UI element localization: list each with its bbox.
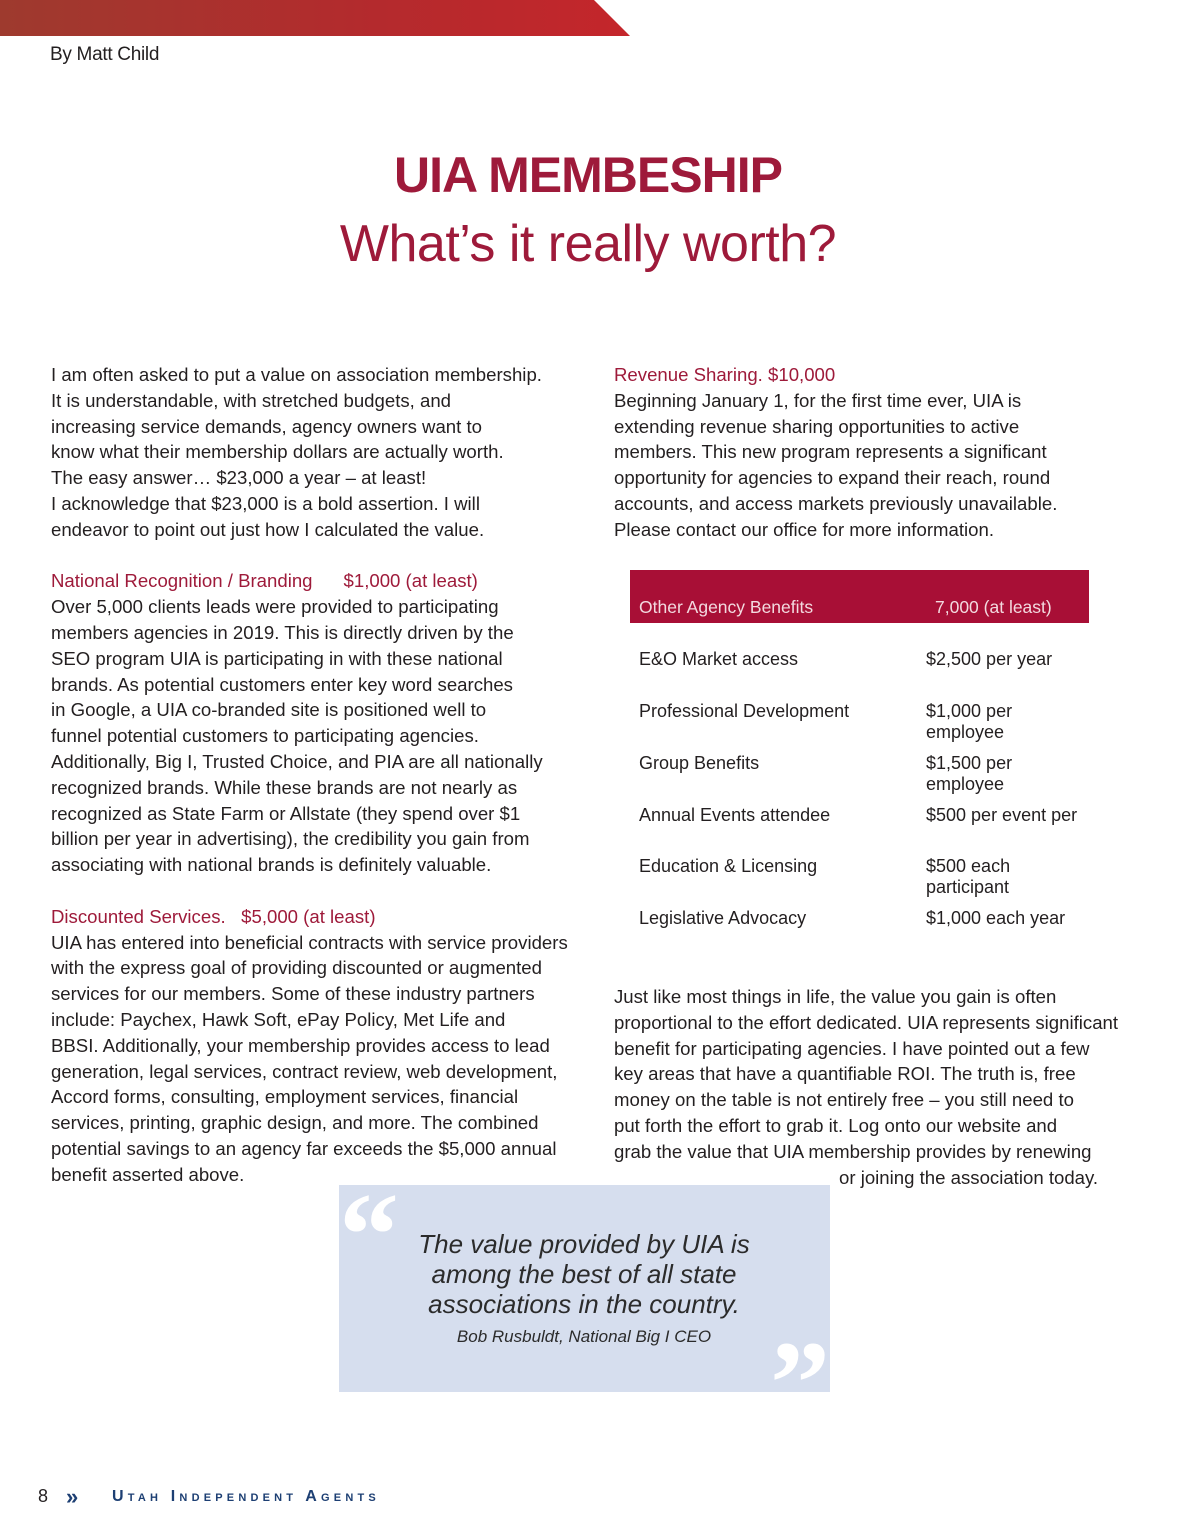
benefit-label: Education & Licensing xyxy=(639,856,818,876)
section-heading-revenue: Revenue Sharing. $10,000 xyxy=(614,364,836,385)
national-line: members agencies in 2019. This is directly driven by the xyxy=(51,621,514,643)
national-line: brands. As potential customers enter key word searches xyxy=(51,673,513,695)
closing-line: proportional to the effort dedicated. UIA represents significant xyxy=(614,1011,1119,1033)
closing-line: grab the value that UIA membership provides by renewing xyxy=(614,1140,1092,1162)
intro-line: It is understandable, with stretched budgets, and xyxy=(51,389,452,411)
national-line: Over 5,000 clients leads were provided to participating xyxy=(51,596,499,618)
revenue-line: Please contact our office for more information. xyxy=(614,518,994,540)
benefits-table-header xyxy=(630,570,1089,623)
national-line: associating with national brands is definitely valuable. xyxy=(51,854,492,876)
open-quote-icon: “ xyxy=(339,1168,399,1301)
page-number: 8 xyxy=(38,1486,49,1506)
closing-line: benefit for participating agencies. I have pointed out a few xyxy=(614,1037,1090,1059)
national-line: recognized brands. While these brands are not nearly as xyxy=(51,776,518,798)
revenue-line: Beginning January 1, for the first time ever, UIA is xyxy=(614,389,1022,411)
closing-line: put forth the effort to grab it. Log onto our website and xyxy=(614,1114,1058,1136)
benefit-value: $500 per event per xyxy=(926,805,1078,825)
revenue-line: opportunity for agencies to expand their reach, round xyxy=(614,467,1051,489)
closing-line: or joining the association today. xyxy=(839,1166,1099,1188)
national-line: billion per year in advertising), the credibility you gain from xyxy=(51,828,530,850)
section-heading-discounted: Discounted Services. $5,000 (at least) xyxy=(51,905,376,927)
byline: By Matt Child xyxy=(50,44,160,65)
national-line: in Google, a UIA co-branded site is positioned well to xyxy=(51,699,487,721)
benefit-label: E&O Market access xyxy=(639,649,799,669)
intro-line: I acknowledge that $23,000 is a bold assertion. I will xyxy=(51,492,480,514)
benefit-value: $1,500 per employee xyxy=(926,753,1013,794)
benefit-value: $500 each participant xyxy=(926,856,1011,897)
discounted-line: benefit asserted above. xyxy=(51,1163,245,1185)
benefits-header-label: Other Agency Benefits xyxy=(639,597,814,617)
left-column xyxy=(51,362,601,1188)
closing-line: money on the table is not entirely free – you still need to xyxy=(614,1089,1074,1111)
quote-line: The value provided by UIA is xyxy=(418,1229,750,1259)
revenue-line: accounts, and access markets previously unavailable. xyxy=(614,492,1058,514)
benefit-label: Professional Development xyxy=(639,701,850,721)
discounted-line: BBSI. Additionally, your membership provides access to lead xyxy=(51,1034,550,1056)
header-accent-bar xyxy=(0,0,630,36)
publication-name: Utah Independent Agents xyxy=(112,1488,380,1505)
quote-author: Bob Rusbuldt, National Big I CEO xyxy=(456,1327,712,1346)
national-line: SEO program UIA is participating in with these national xyxy=(51,647,503,669)
discounted-line: UIA has entered into beneficial contracts with service providers xyxy=(51,931,568,953)
close-quote-icon: ” xyxy=(770,1316,830,1449)
chevron-icon: » xyxy=(66,1484,79,1509)
discounted-line: services, printing, graphic design, and more. The combined xyxy=(51,1112,539,1134)
closing-line: Just like most things in life, the value you gain is often xyxy=(614,986,1057,1007)
pull-quote xyxy=(339,1168,830,1449)
benefit-value: $1,000 per employee xyxy=(926,701,1013,742)
benefit-label: Group Benefits xyxy=(639,753,760,773)
intro-line: endeavor to point out just how I calculated the value. xyxy=(51,518,485,540)
benefit-label: Annual Events attendee xyxy=(639,805,831,825)
discounted-line: services for our members. Some of these industry partners xyxy=(51,983,535,1005)
benefits-header-value: 7,000 (at least) xyxy=(935,597,1052,617)
intro-line: increasing service demands, agency owners want to xyxy=(51,415,482,437)
quote-line: among the best of all state xyxy=(431,1259,737,1289)
benefit-label: Legislative Advocacy xyxy=(639,908,807,928)
discounted-line: potential savings to an agency far exceeds the $5,000 annual xyxy=(51,1137,557,1159)
intro-line: The easy answer… $23,000 a year – at least! xyxy=(51,467,427,489)
intro-line: I am often asked to put a value on association membership. xyxy=(51,364,542,385)
section-heading-national: National Recognition / Branding $1,000 (at least) xyxy=(51,570,478,592)
benefit-value: $2,500 per year xyxy=(926,649,1053,669)
national-line: Additionally, Big I, Trusted Choice, and PIA are all nationally xyxy=(51,750,543,772)
benefit-value: $1,000 each year xyxy=(926,908,1066,928)
national-line: funnel potential customers to participating agencies. xyxy=(51,725,479,747)
intro-line: know what their membership dollars are actually worth. xyxy=(51,441,504,463)
benefits-table xyxy=(630,570,1089,928)
discounted-line: with the express goal of providing discounted or augmented xyxy=(51,957,542,979)
quote-text xyxy=(379,1229,789,1319)
article-title: UIA MEMBESHIP xyxy=(394,147,782,203)
revenue-line: extending revenue sharing opportunities to active xyxy=(614,415,1020,437)
national-line: recognized as State Farm or Allstate (they spend over $1 xyxy=(51,802,521,824)
closing-paragraph xyxy=(614,984,1174,1190)
discounted-line: generation, legal services, contract review, web development, xyxy=(51,1060,558,1082)
revenue-line: members. This new program represents a significant xyxy=(614,441,1047,463)
article-subtitle: What’s it really worth? xyxy=(339,215,837,273)
discounted-line: Accord forms, consulting, employment services, financial xyxy=(51,1086,519,1108)
quote-line: associations in the country. xyxy=(428,1289,740,1319)
closing-line: key areas that have a quantifiable ROI. The truth is, free xyxy=(614,1063,1076,1085)
discounted-line: include: Paychex, Hawk Soft, ePay Policy, Met Life and xyxy=(51,1008,506,1030)
right-column xyxy=(614,362,1159,543)
